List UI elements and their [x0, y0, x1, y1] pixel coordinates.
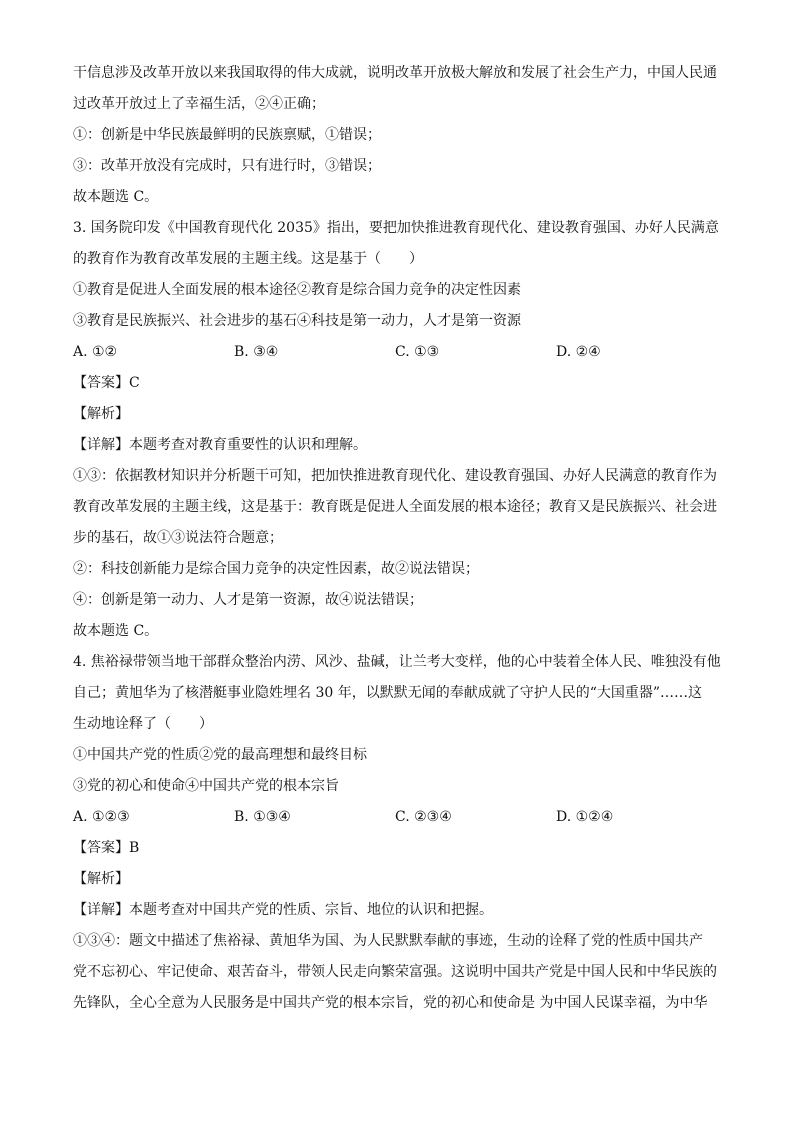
option-d: D. ①②④ [556, 809, 614, 825]
explanation-line: 步的基石，故①③说法符合题意； [73, 530, 283, 546]
question-4-stem: 4. 焦裕禄带领当地干部群众整治内涝、风沙、盐碱，让兰考大变样，他的心中装着全体人民、唯独没有他 [73, 654, 721, 670]
question-3-stem: 的教育作为教育改革发展的主题主线。这是基于（ ） [73, 251, 423, 267]
analysis-label: 【解析】 [73, 406, 129, 422]
option-a: A. ①②③ [73, 809, 130, 825]
explanation-line: 故本题选 C。 [73, 623, 159, 639]
explanation-line: ②：科技创新能力是综合国力竞争的决定性因素，故②说法错误； [73, 561, 479, 577]
option-c: C. ①③ [395, 344, 440, 360]
option-d: D. ②④ [556, 344, 601, 360]
text-line: ①：创新是中华民族最鲜明的民族禀赋，①错误； [73, 127, 381, 143]
question-4-stem: 自己；黄旭华为了核潜艇事业隐姓埋名 30 年，以默默无闻的奉献成就了守护人民的“大国重器”……这 [73, 685, 703, 701]
question-4-item: ③党的初心和使命④中国共产党的根本宗旨 [73, 778, 339, 794]
option-b: B. ③④ [234, 344, 279, 360]
question-3-options [73, 337, 723, 368]
question-4-stem: 生动地诠释了（ ） [73, 716, 213, 732]
explanation-line: 党不忘初心、牢记使命、艰苦奋斗，带领人民走向繁荣富强。这说明中国共产党是中国人民和中华民族的 [73, 964, 717, 980]
question-4-options [73, 802, 723, 833]
option-a: A. ①② [73, 344, 118, 360]
question-3-item: ①教育是促进人全面发展的根本途径②教育是综合国力竞争的决定性因素 [73, 282, 521, 298]
question-4-item: ①中国共产党的性质②党的最高理想和最终目标 [73, 747, 367, 763]
explanation-line: 教育改革发展的主题主线，这是基于：教育既是促进人全面发展的根本途径；教育又是民族振兴、社会进 [73, 499, 717, 515]
option-b: B. ①③④ [234, 809, 291, 825]
question-3-stem: 3. 国务院印发《中国教育现代化 2035》指出，要把加快推进教育现代化、建设教育强国、办好人民满意 [73, 220, 719, 236]
option-c: C. ②③④ [395, 809, 452, 825]
text-line: 干信息涉及改革开放以来我国取得的伟大成就，说明改革开放极大解放和发展了社会生产力，中国人民通 [73, 65, 717, 81]
explanation-line: 先锋队，全心全意为人民服务是中国共产党的根本宗旨，党的初心和使命是 为中国人民谋幸福，为中华 [73, 995, 708, 1011]
question-3-item: ③教育是民族振兴、社会进步的基石④科技是第一动力，人才是第一资源 [73, 313, 521, 329]
explanation-line: 【详解】本题考查对教育重要性的认识和理解。 [73, 437, 367, 453]
text-line: 故本题选 C。 [73, 189, 159, 205]
explanation-line: ①③④：题文中描述了焦裕禄、黄旭华为国、为人民默默奉献的事迹，生动的诠释了党的性质中国共产 [73, 933, 703, 949]
explanation-line: ①③：依据教材知识并分析题干可知，把加快推进教育现代化、建设教育强国、办好人民满意的教育作为 [73, 468, 717, 484]
answer-label: 【答案】B [73, 840, 140, 856]
explanation-line: ④：创新是第一动力、人才是第一资源，故④说法错误； [73, 592, 423, 608]
text-line: 过改革开放过上了幸福生活，②④正确； [73, 96, 325, 112]
document-page [73, 58, 723, 1019]
analysis-label: 【解析】 [73, 871, 129, 887]
text-line: ③：改革开放没有完成时，只有进行时，③错误； [73, 158, 381, 174]
explanation-line: 【详解】本题考查对中国共产党的性质、宗旨、地位的认识和把握。 [73, 902, 493, 918]
answer-label: 【答案】C [73, 375, 140, 391]
